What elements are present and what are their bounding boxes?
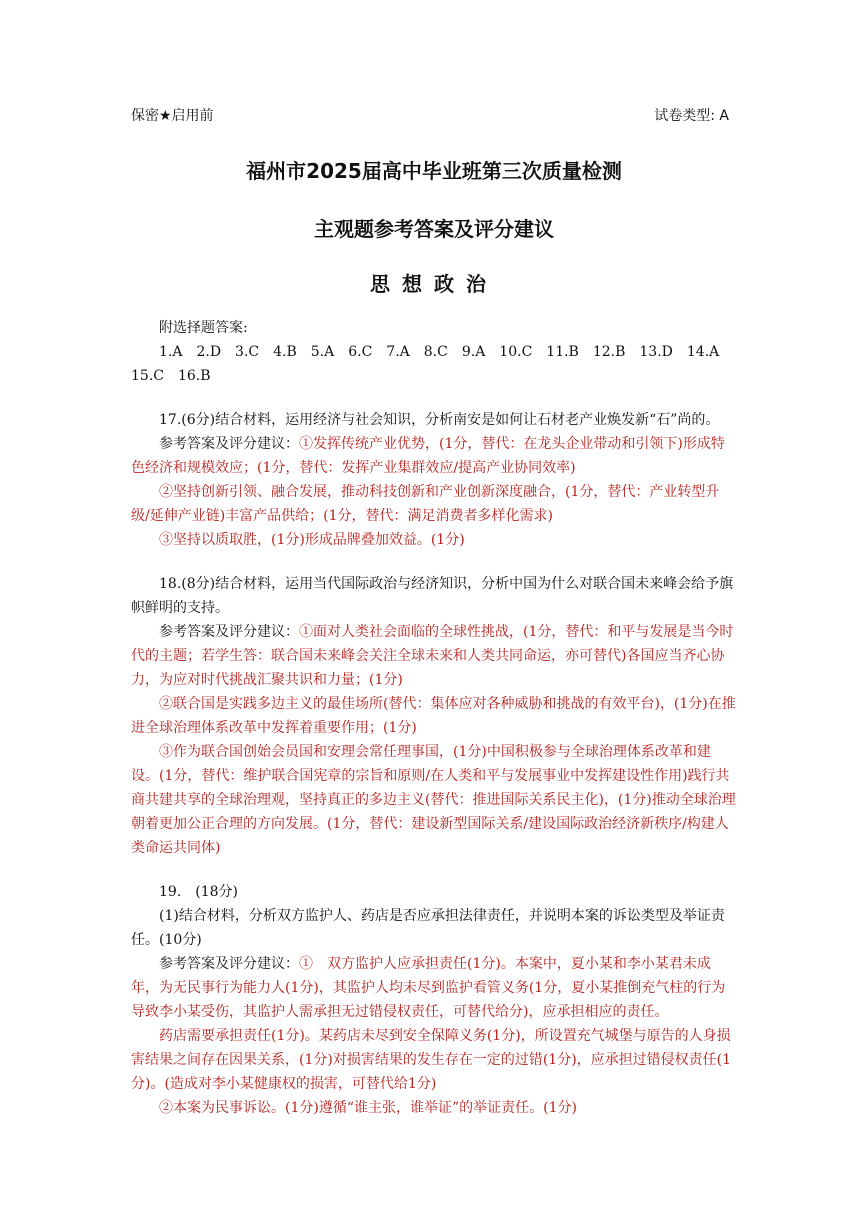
spacer [131,860,737,880]
q18-answer-3: ③作为联合国创始会员国和安理会常任理事国，(1分)中国积极参与全球治理体系改革和建设。(1分，替代：维护联合国宪章的宗旨和原则/在人类和平与发展事业中发挥建设性作用)践行共商共建共享的全球治理观，坚持真正的多边主义(替代：推进国际关系民主化)，(1分)推动全球治理朝着更加公正合理的方向发展。(1分，替代：建设新型国际关系/建设国际政治经济新秩序/构建人类命运共同体) [131,744,736,856]
answer-label: 参考答案及评分建议： [159,956,299,972]
confidential-label: 保密★启用前 [131,108,214,124]
document-subtitle: 主观题参考答案及评分建议 [314,217,554,241]
q17-answer-2: ②坚持创新引领、融合发展，推动科技创新和产业创新深度融合，(1分，替代：产业转型升级/延伸产业链)丰富产品供给；(1分，替代：满足消费者多样化需求) [131,484,720,524]
q18-question: 18.(8分)结合材料，运用当代国际政治与经济知识，分析中国为什么对联合国未来峰会给予旗帜鲜明的支持。 [131,576,734,616]
answer-label: 参考答案及评分建议： [159,436,299,452]
q19-answer-2: 药店需要承担责任(1分)。某药店未尽到安全保障义务(1分)，所设置充气城堡与原告的人身损害结果之间存在因果关系，(1分)对损害结果的发生存在一定的过错(1分)，应承担过错侵权责任(1分)。(造成对李小某健康权的损害，可替代给1分) [131,1028,732,1092]
spacer [131,552,737,572]
q19-answer-1 [131,952,737,1024]
answer-text: ① 双方监护人应承担责任(1分)。本案中，夏小某和李小某君未成年，为无民事行为能力人(1分)，其监护人均未尽到监护看管义务(1分，夏小某推倒充气柱的行为导致李小某受伤，其监护人需承担无过错侵权责任，可替代给分)，应承担相应的责任。 [131,956,726,1020]
subject-title: 思想政治 [370,272,498,296]
q17-answer-3: ③坚持以质取胜，(1分)形成品牌叠加效益。(1分) [159,532,465,548]
paper-type-label: 试卷类型: A [654,108,729,124]
q19-sub-question-1: (1)结合材料，分析双方监护人、药店是否应承担法律责任，并说明本案的诉讼类型及举证责任。(10分) [131,908,725,948]
choice-answers-label: 附选择题答案: [159,320,248,336]
q19-heading: 19. (18分) [159,884,239,900]
spacer [131,388,737,408]
q19-answer-3: ②本案为民事诉讼。(1分)遵循“谁主张，谁举证”的举证责任。(1分) [159,1100,577,1116]
answer-text: ①面对人类社会面临的全球性挑战，(1分，替代：和平与发展是当今时代的主题；若学生答：联合国未来峰会关注全球未来和人类共同命运，亦可替代)各国应当齐心协力，为应对时代挑战汇聚共识和力量；(1分) [131,624,734,688]
q18-answer-2: ②联合国是实践多边主义的最佳场所(替代：集体应对各种威胁和挑战的有效平台)，(1分)在推进全球治理体系改革中发挥着重要作用；(1分) [131,696,736,736]
document-title: 福州市2025届高中毕业班第三次质量检测 [246,159,622,183]
q18-answer-1 [131,620,737,692]
choice-answers-line-2: 15.C 16.B [131,368,211,384]
q17-answer-1 [131,432,737,480]
choice-answers-line-1: 1.A 2.D 3.C 4.B 5.A 6.C 7.A 8.C 9.A 10.C 11.B 12.B 13.D 14.A [159,344,720,360]
q17-question: 17.(6分)结合材料，运用经济与社会知识，分析南安是如何让石材老产业焕发新“石”尚的。 [159,412,720,428]
answer-text: ①发挥传统产业优势，(1分，替代：在龙头企业带动和引领下)形成特色经济和规模效应；(1分，替代：发挥产业集群效应/提高产业协同效率) [131,436,725,476]
answer-label: 参考答案及评分建议： [159,624,299,640]
document-body [131,316,737,1120]
